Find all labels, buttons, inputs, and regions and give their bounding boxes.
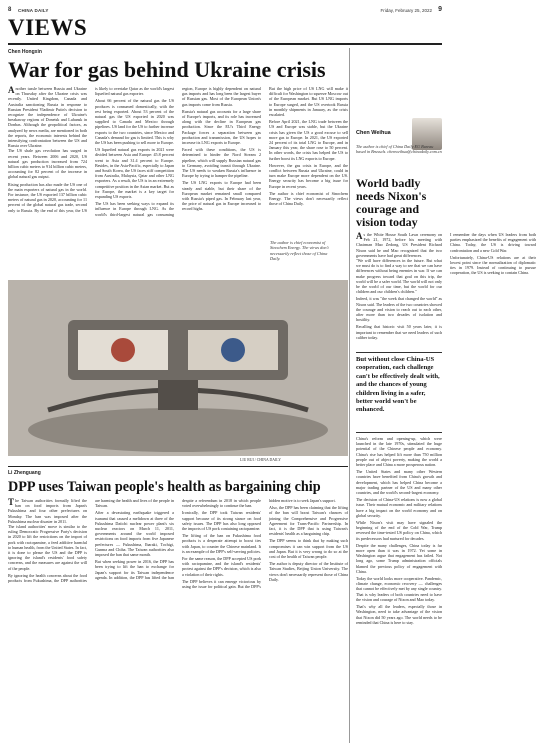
paragraph: But the high price of US LNG will make it difficult for Washington to squeeze Moscow out of the European market. But US LNG imports to Europe surged, and the US overtook Russia in monthly shipments in January, as the crisis escalated. <box>269 86 348 118</box>
article-divider <box>8 466 348 467</box>
paragraph: For the same reason, the DPP accepted US pork with ractopamine, and the island's residents' protest against the DPP's decision, which is also a violation of their rights. <box>182 556 261 577</box>
paragraph: But when seeking power in 2016, the DPP has been trying to lift the ban to exchange for Japan's support for its Taiwan independence agenda. In addition, the DPP has lifted the ban despite a referendum in 2018 in which people voted overwhelmingly to continue the ban. <box>95 498 261 580</box>
paragraph: Today the world looks more cooperative. Pandemic, climate change, economic recovery — challenges that cannot be effectively met by any single country. That is why leaders of both countries need to have the vision and courage of Nixon and Mao today. <box>356 576 442 602</box>
pullquote-rule-top <box>356 352 442 353</box>
article2-byline: Li Zhenguang <box>8 470 41 476</box>
paragraph: That's why all the leaders, especially those in Washington, need to take advantage of the vision that Nixon did 50 years ago. The world needs to be reminded that China is here to stay. <box>356 604 442 625</box>
paragraph: The US shale gas revolution has surged in recent years. Between 2006 and 2020, US natural gas production increased from 724 billion cubic meters to 914 billion cubic meters, accounting for 82 percent of the increase in global natural gas output. <box>8 148 87 180</box>
paragraph: However, the gas crisis in Europe, and the conflict between Russia and Ukraine, could in turn make Europe more dependent on the US. Energy security has become a big issue for Europe in recent years. <box>269 162 348 189</box>
paragraph: Ironically, the DPP took Taiwan residents' support because of its strong stance on food safety issues. The DPP has also long opposed the imports of US pork containing ractopamine. <box>182 510 261 532</box>
paragraph: Unfortunately, China-US relations are at their lowest point since the normalization of diplomatic ties in 1979. Instead of continuing to pursue cooperation, the US is seeking to contain China. <box>450 254 536 276</box>
paragraph: About 66 percent of the natural gas the US produces is consumed domestically, with the rest being exported. About 53 percent of the natural gas the US exported in 2020 was supplied to Canada and Mexico through pipelines. US land for the US to further increase exports to the two countries, since Mexico and Canada's demand for gas is limited. This is why the US has been pushing to sell more to Europe. <box>95 98 175 146</box>
sidebar-headline: World badly needs Nixon's courage and vision today <box>356 176 427 229</box>
issue-date: Friday, February 25, 2022 <box>380 8 432 13</box>
paragraph: Indeed, it was "the week that changed the world" as Nixon said. The leaders of the two countries showed the courage and vision to reach out to each other, after more than two decades of isolation and hostility. <box>356 296 442 323</box>
article2-body <box>8 498 348 743</box>
sidebar-author-bio: The author is chief of China Daily EU Bureau based in Brussels. chenweihua@chinadaily.com.cn <box>356 144 442 155</box>
paragraph: The author is deputy director of the Institute of Taiwan Studies, Beijing Union University. The views don't necessarily represent those of China Daily. <box>269 561 348 582</box>
sidebar-pullquote: But without close China-US cooperation, each challenge can't be effectively dealt with, and the chances of young children living in a safer, better world won't be enhanced. <box>356 356 440 414</box>
paragraph: Russia's natural gas accounts for a large share of Europe's imports, and its role has increased along with the decline in European gas production. Since the EU's Third Energy Package forces a separation between gas production and transmission, the US hopes to increase its LNG exports to Europe. <box>182 108 261 146</box>
sidebar-dropcap: A <box>356 231 363 241</box>
paragraph: The DPP seems to think that by making such compromises it can win support from the US and Japan. But it is very wrong to do so at the cost of the health of Taiwan people. <box>269 538 348 560</box>
paragraph: The lifting of the ban on Fukushima food products is a desperate attempt to boost ties with Japan, to counter the Chinese mainland. It is an example of the DPP's self-serving policies. <box>182 533 261 554</box>
newspaper-name: CHINA DAILY <box>18 8 49 13</box>
paragraph: Recalling that historic visit 50 years later, it is important to remember that we need leaders of such caliber today. <box>356 324 442 340</box>
paragraph: Before April 2021, the LNG trade between the US and Europe was stable, but the Ukraine crisis has given the US a good excuse to sell more gas to Europe. In 2021, the US exported 24 percent of its total LNG to Europe, and in January this year, the share rose to 50 percent. In other words, the crisis has helped the US to further boost its LNG exports to Europe. <box>269 119 348 161</box>
article2-dropcap: T <box>8 497 15 507</box>
pullquote-rule-bottom <box>356 432 442 433</box>
paragraph: s the White House South Lawn ceremony on Feb 21, 1972, before his meeting with Chairman Mao Zedong, US President Richard Nixon said he and Mao recognized that the two governments have had great differences. <box>356 232 442 258</box>
paragraph: Also, the DPP has been claiming that the lifting of the ban will boost Taiwan's chances of joining the Comprehensive and Progressive Agreement for Trans-Pacific Partnership. In fact, it is the DPP that is using Taiwan's residents' health as a bargaining chip. <box>269 505 348 537</box>
paragraph: The DPP believes it can emerge victorious by using the issue for political gain. But the DPP's hidden motive is to seek Japan's support. <box>182 498 336 590</box>
paragraph: After a devastating earthquake triggered a tsunami that caused a meltdown at three of the Fukushima Daiichi nuclear power plant's six nuclear reactors on March 11, 2011, governments around the world imposed restrictions on food imports from five Japanese prefectures — Fukushima, Ibaraki, Tochigi, Gunma and Chiba. The Taiwan authorities also imposed the ban that same month. <box>95 510 174 558</box>
paragraph: By ignoring the health concerns about the food products from Fukushima, the DPP authorities are harming the health and lives of the people in Taiwan. <box>8 498 175 584</box>
paragraph: The US has been seeking ways to expand its influence in Europe through LNG. As the world's third-largest natural gas consuming region, Europe is highly dependent on natural gas imports and has long been the largest buyer of Russian gas. Most of the European Union's gas imports come from Russia. <box>95 86 261 217</box>
article1-dropcap: A <box>8 85 15 95</box>
paragraph: While Nixon's visit may have signaled the beginning of the end of the Cold War, Trump reversed the time-tested US policy on China, which its predecessors had nurtured for decades. <box>356 520 442 541</box>
paragraph: Despite the many challenges, China today is far more open than it was in 1972. Yet some in Washington argue that engagement has failed. Not long ago, some Trump administration officials blamed the previous policy of engagement with China. <box>356 542 442 574</box>
paragraph: The author is chief economist of Sinochem Energy. The views don't necessarily reflect those of China Daily. <box>269 190 348 207</box>
paragraph: The United States and many other Western countries have benefited from China's growth and development, which has helped China become a major trading partner of the US and many other countries, and the world's second-largest economy. <box>356 469 442 496</box>
sidebar-author: Chen Weihua <box>356 130 391 136</box>
paragraph: nother tussle between Russia and Ukraine on Thursday after the Ukraine crisis was recently. United Kingdom, Canada and Australia sanctioning Russia in response to Russian President Vladimir Putin's decision to recognize the independence of Ukraine's breakaway regions of Donetsk and Luhansk in Donbas. Although the geopolitical factors, as analyzed by news media, are mentioned in both the reports, the economic interests behind the intensifying confrontation between the US and Russia over Ukraine. <box>8 86 87 149</box>
paragraph: "We will have differences in the future. But what we must do is to find a way to see that we can have differences without being enemies in war. If we can make progress toward that goal on this trip, the world will be a safer world. The world will not only be the world of our time, but the world for our children and our children's children." <box>356 258 442 295</box>
paragraph: I remember the days when US leaders from both parties emphasized the benefits of engagement with China. Today, the US is driving toward confrontation and a new Cold War. <box>450 232 536 253</box>
page-number-right: 9 <box>438 6 442 13</box>
paragraph: The US LNG exports to Europe had been steady and stable, but their share of the European market remained small compared with Russia's piped gas. In February last year, the price of natural gas in Europe increased to record highs. <box>182 180 261 212</box>
sidebar-body-bottom <box>356 436 442 743</box>
paragraph: The decision of China-US relations is now a global issue. Their mutual economic and military relations have a big impact on the world economy and on global security. <box>356 497 442 518</box>
sidebar-body-top <box>356 231 536 352</box>
article1-headline: War for gas behind Ukraine crisis <box>8 57 326 82</box>
section-rule <box>8 43 442 45</box>
cartoon-credit: LIU RUI / CHINA DAILY <box>240 458 281 462</box>
paragraph: Rising production has also made the US one of the main exporters of natural gas in the world. For instance, the US exported 137 billion cubic meters of natural gas in 2020, accounting for 11 percent of the global natural gas trade, second only to Russia. By the end of this year, the US is likely to overtake Qatar as the world's largest liquefied natural gas exporter. <box>8 86 174 213</box>
cartoon-illustration <box>8 280 348 456</box>
paragraph: The island authorities' move is similar to the ruling Democratic Progressive Party's decision in 2020 to lift the restrictions on the import of pork with ractopamine, a feed additive harmful to human health, from the United States. In fact, it is done to please the US and the DPP is ignoring the island's residents' food safety concerns, and the measures are against the will of the people. <box>8 524 88 571</box>
editorial-cartoon <box>8 280 348 456</box>
article2-headline: DPP uses Taiwan people's health as bargaining chip <box>8 479 321 495</box>
paragraph: US liquefied natural gas exports in 2021 were divided between Asia and Europe: 45.8 percent went to Asia and 31.4 percent to Europe. Besides, in the Asia-Pacific, especially to Japan and South Korea, the US faces stiff competition from Australia, Malaysia, Qatar and other LNG exporters. As a result, the US is in an extremely competitive position in the Asian market. But as for Europe, the market is a key target for expanding US exports. <box>95 147 174 200</box>
column-separator <box>349 48 350 743</box>
section-title: VIEWS <box>8 15 88 40</box>
page-number-left: 8 <box>8 7 12 13</box>
article1-byline: Chen Hongxin <box>8 49 42 55</box>
paragraph: Faced with these conditions, the US is determined to hinder the Nord Stream 2 pipeline, which will supply Russian natural gas to Germany, avoiding transit through Ukraine. The US needs to weaken Russia's influence in Europe by trying to hamper the pipeline. <box>182 147 261 179</box>
paragraph: China's reform and opening-up, which were launched in the late 1970s, stimulated the huge potential of the Chinese people and economy. China's rise has helped lift more than 750 million people out of abject poverty, making the world a better place and China a more prosperous nation. <box>356 436 442 468</box>
article1-caption: The author is chief economist of Sinochem Energy. The views don't necessarily reflect those of China Daily. <box>270 240 329 262</box>
paragraph: he Taiwan authorities formally lifted the ban on food imports from Japan's Fukushima and four other prefectures on Monday. The ban was imposed after the Fukushima nuclear disaster in 2011. <box>8 498 87 524</box>
